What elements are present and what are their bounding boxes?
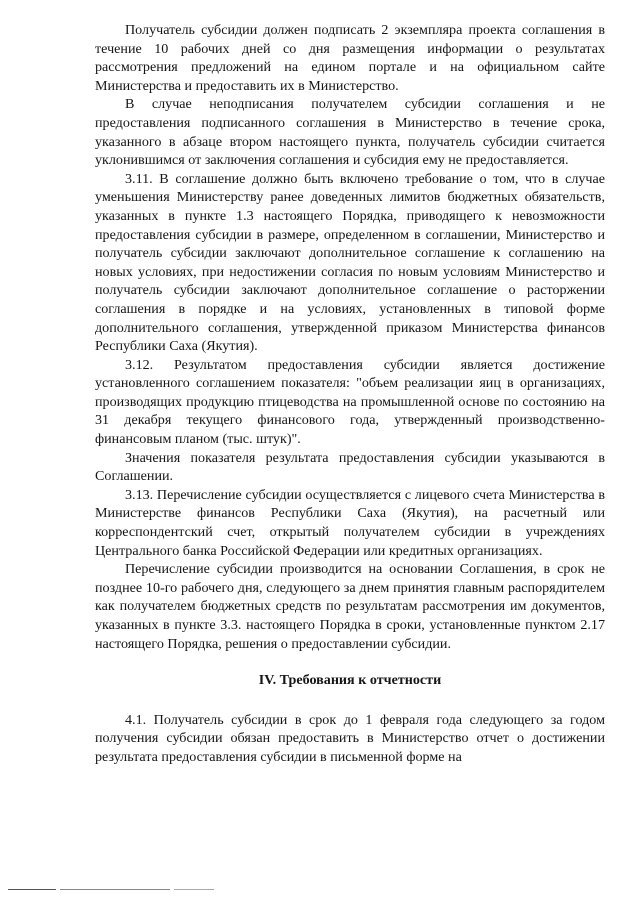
paragraph-4-1: 4.1. Получатель субсидии в срок до 1 февраля года следующего за годом получения субсидии обязан предоставить в Министерство отчет о достижении результата предоставления субсидии в письменной форме на [95,711,605,765]
paragraph-3-13: 3.13. Перечисление субсидии осуществляется с лицевого счета Министерства в Министерстве финансов Республики Саха (Якутия), на расчетный или корреспондентский счет, открытый получателем субсидии в учреждениях Центрального банка Российской Федерации или кредитных организациях. [95,486,605,559]
paragraph-transfer-basis: Перечисление субсидии производится на основании Соглашения, в срок не позднее 10-го рабочего дня, следующего за днем принятия главным распорядителем как получателем бюджетных средств по результатам рассмотрения им документов, указанных в пункте 3.3. настоящего Порядка в сроки, установленные пунктом 2.17 настоящего Порядка, решения о предоставлении субсидии. [95,561,605,652]
paragraph-signing-term: Получатель субсидии должен подписать 2 экземпляра проекта соглашения в течение 10 рабочих дней со дня размещения информации о результатах рассмотрения предложений на едином портале и на официальном сайте Министерства и предоставить их в Министерство. [95,22,605,94]
footer-divider [8,889,56,890]
footer-divider [174,889,214,890]
paragraph-non-signing: В случае неподписания получателем субсидии соглашения и не предоставления подписанного соглашения в Министерство в течение срока, указанного в абзаце втором настоящего пункта, получатель субсидии считается уклонившимся от заключения соглашения и субсидия ему не предоставляется. [95,96,605,169]
footer-divider [60,889,170,890]
paragraph-indicator-values: Значения показателя результата предоставления субсидии указываются в Соглашении. [95,449,605,485]
section-heading: IV. Требования к отчетности [258,672,442,689]
document-page [95,21,605,767]
paragraph-3-11: 3.11. В соглашение должно быть включено требование о том, что в случае уменьшения Министерству ранее доведенных лимитов бюджетных обязательств, указанных в пункте 1.3 настоящего Порядка, приводящего к невозможности предоставления субсидии в размере, определенном в соглашении, Министерство и получатель субсидии заключают дополнительное соглашение к соглашению на новых условиях, при недостижении согласия по новым условиям Министерство и получатель субсидии заключают дополнительное соглашение о расторжении соглашения в порядке и на условиях, установленных в типовой форме дополнительного соглашения, утвержденной приказом Министерства финансов Республики Саха (Якутия). [95,170,605,355]
paragraph-3-12: 3.12. Результатом предоставления субсидии является достижение установленного соглашением показателя: "объем реализации яиц в организациях, производящих продукцию птицеводства на промышленной основе по состоянию на 31 декабря текущего финансового года, утвержденный производственно-финансовым планом (тыс. штук)". [95,356,605,448]
